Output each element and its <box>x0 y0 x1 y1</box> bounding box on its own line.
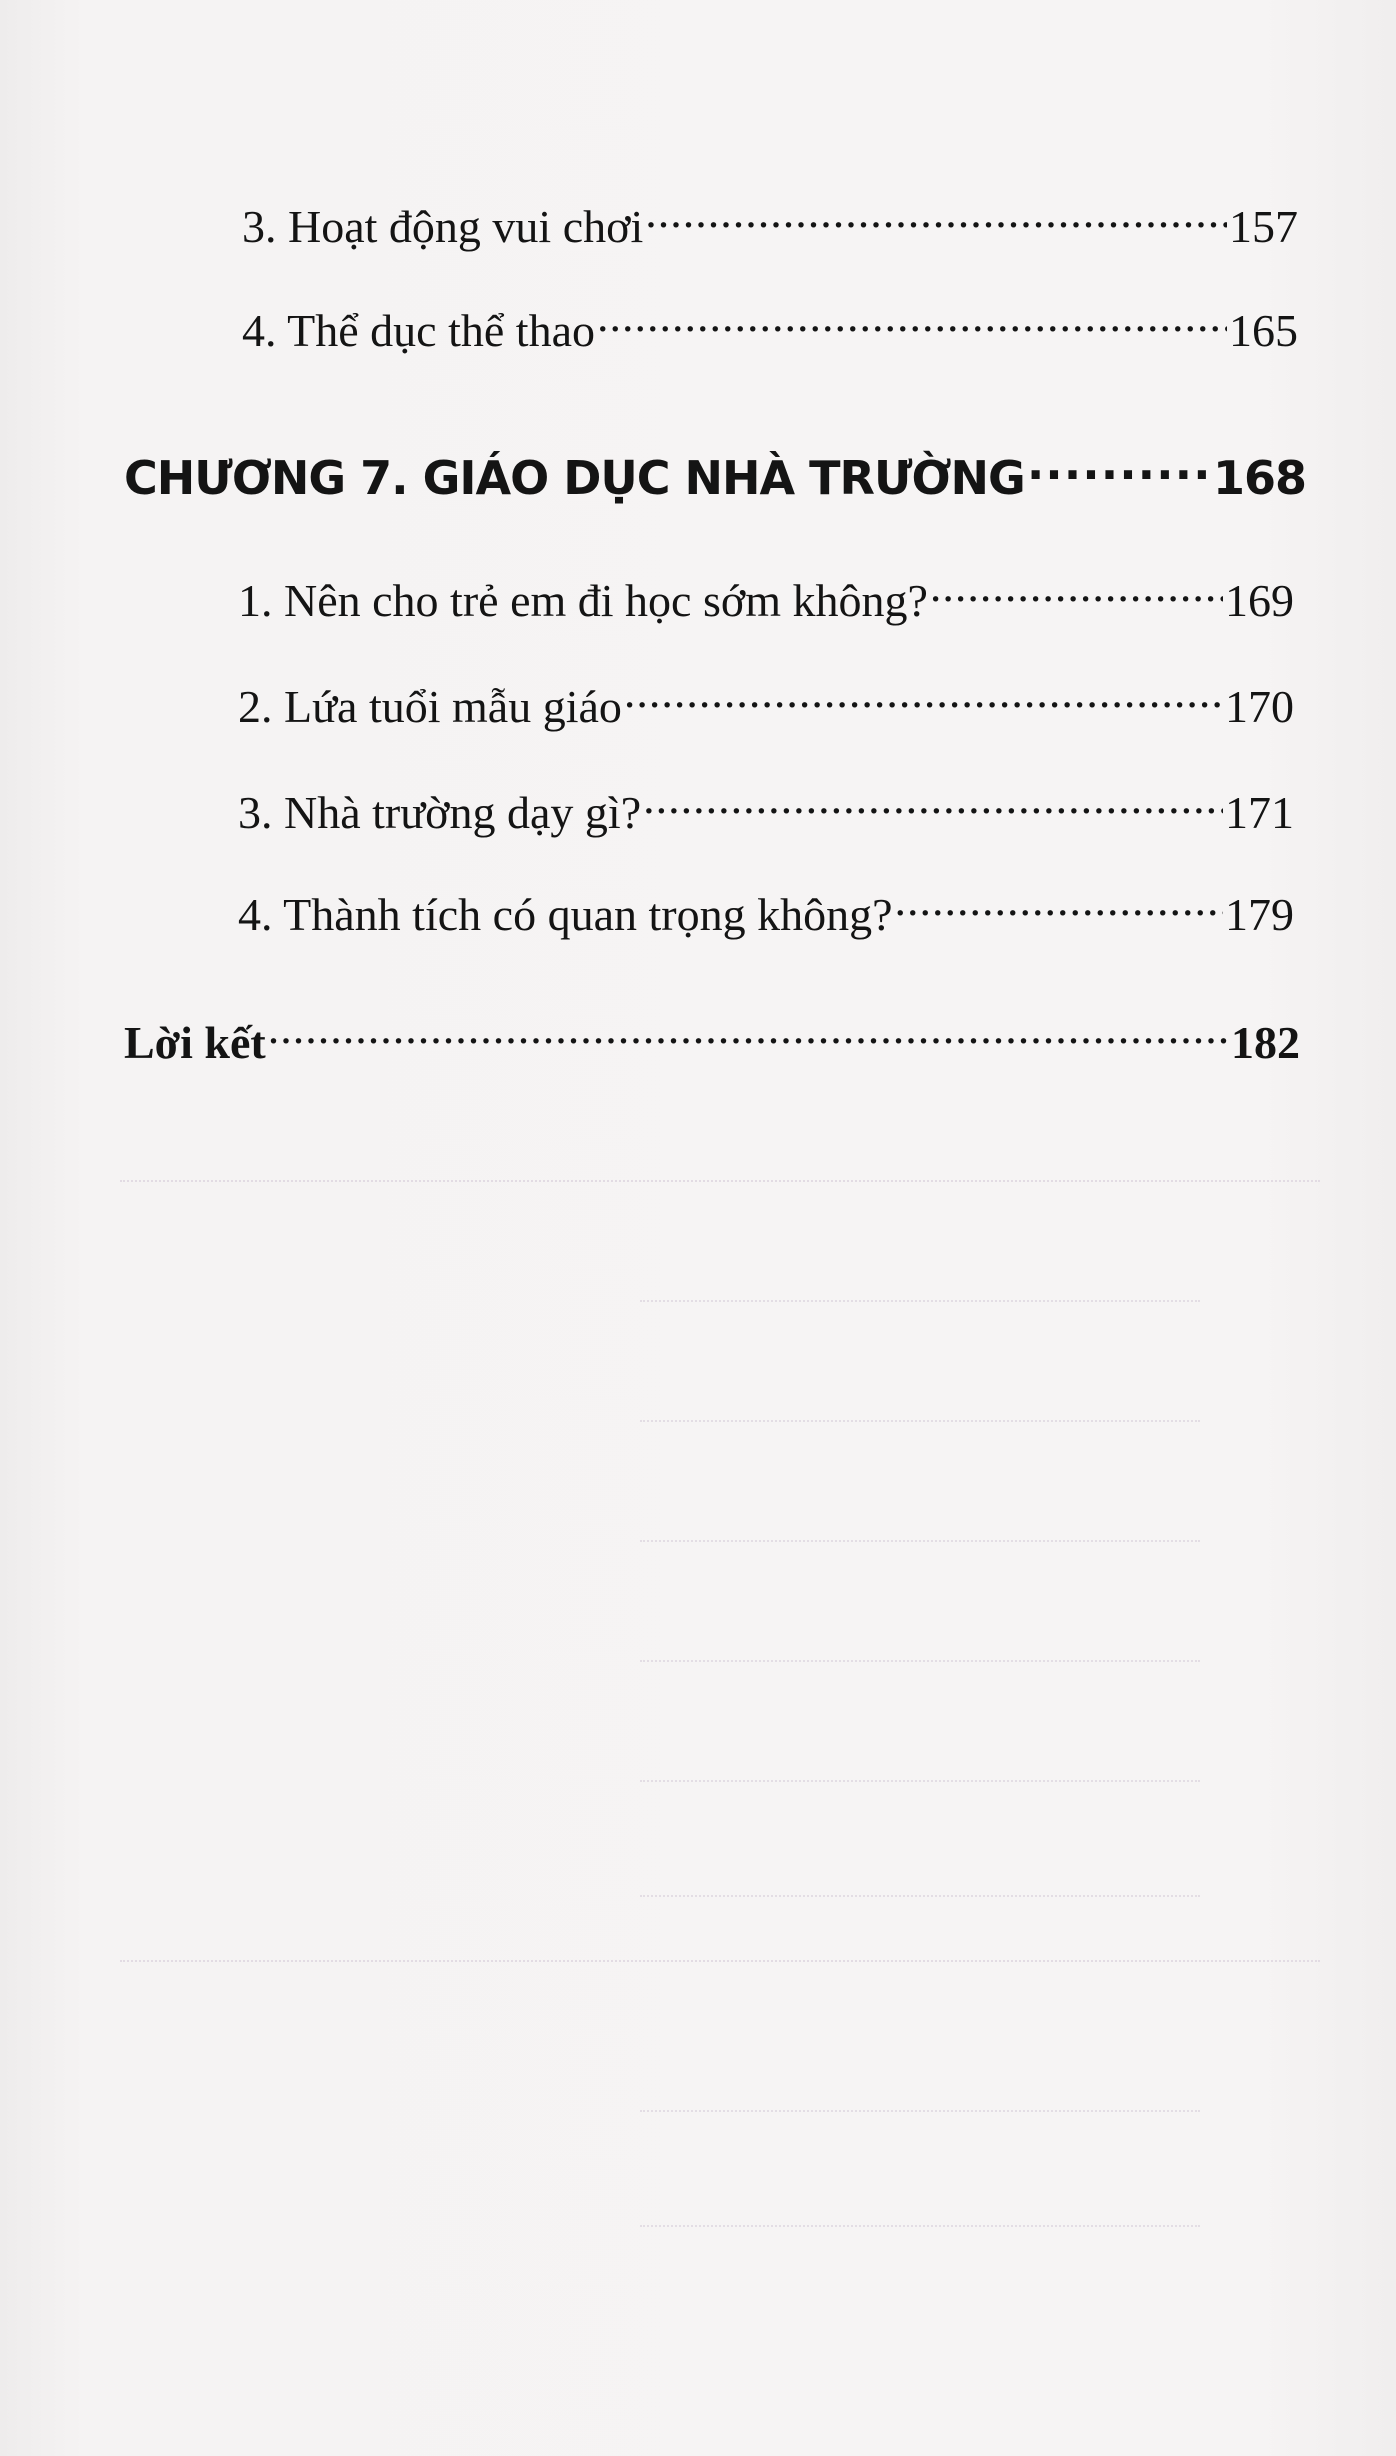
toc-entry[interactable] <box>238 884 1294 941</box>
toc-entry[interactable] <box>242 300 1298 357</box>
leader-dots <box>597 300 1227 346</box>
toc-entry-page: 179 <box>1225 889 1294 940</box>
leader-dots <box>268 1012 1229 1058</box>
toc-entry-page: 169 <box>1225 575 1294 626</box>
leader-dots <box>895 884 1223 930</box>
toc-entry-label: 3. Hoạt động vui chơi <box>242 201 644 252</box>
closing-page: 182 <box>1231 1017 1300 1068</box>
toc-chapter-heading[interactable] <box>124 448 1306 505</box>
toc-entry-label: 3. Nhà trường dạy gì? <box>238 787 642 838</box>
closing-label: Lời kết <box>124 1017 266 1068</box>
leader-dots <box>645 196 1227 242</box>
toc-closing-entry[interactable] <box>124 1012 1300 1069</box>
toc-entry-page: 170 <box>1225 681 1294 732</box>
chapter-title: CHƯƠNG 7. GIÁO DỤC NHÀ TRƯỜNG <box>124 451 1025 505</box>
leader-dots <box>1027 448 1211 494</box>
toc-entry-label: 4. Thể dục thể thao <box>242 305 595 356</box>
leader-dots <box>643 782 1223 828</box>
toc-entry[interactable] <box>238 570 1294 627</box>
chapter-page: 168 <box>1212 451 1306 505</box>
toc-entry-page: 165 <box>1229 305 1298 356</box>
toc-entry[interactable] <box>242 196 1298 253</box>
toc-entry-label: 4. Thành tích có quan trọng không? <box>238 889 893 940</box>
toc-entry-label: 1. Nên cho trẻ em đi học sớm không? <box>238 575 928 626</box>
leader-dots <box>930 570 1223 616</box>
toc-entry-page: 171 <box>1225 787 1294 838</box>
toc-entry-page: 157 <box>1229 201 1298 252</box>
toc-entry[interactable] <box>238 676 1294 733</box>
toc-entry-label: 2. Lứa tuổi mẫu giáo <box>238 681 622 732</box>
toc-entry[interactable] <box>238 782 1294 839</box>
leader-dots <box>624 676 1223 722</box>
